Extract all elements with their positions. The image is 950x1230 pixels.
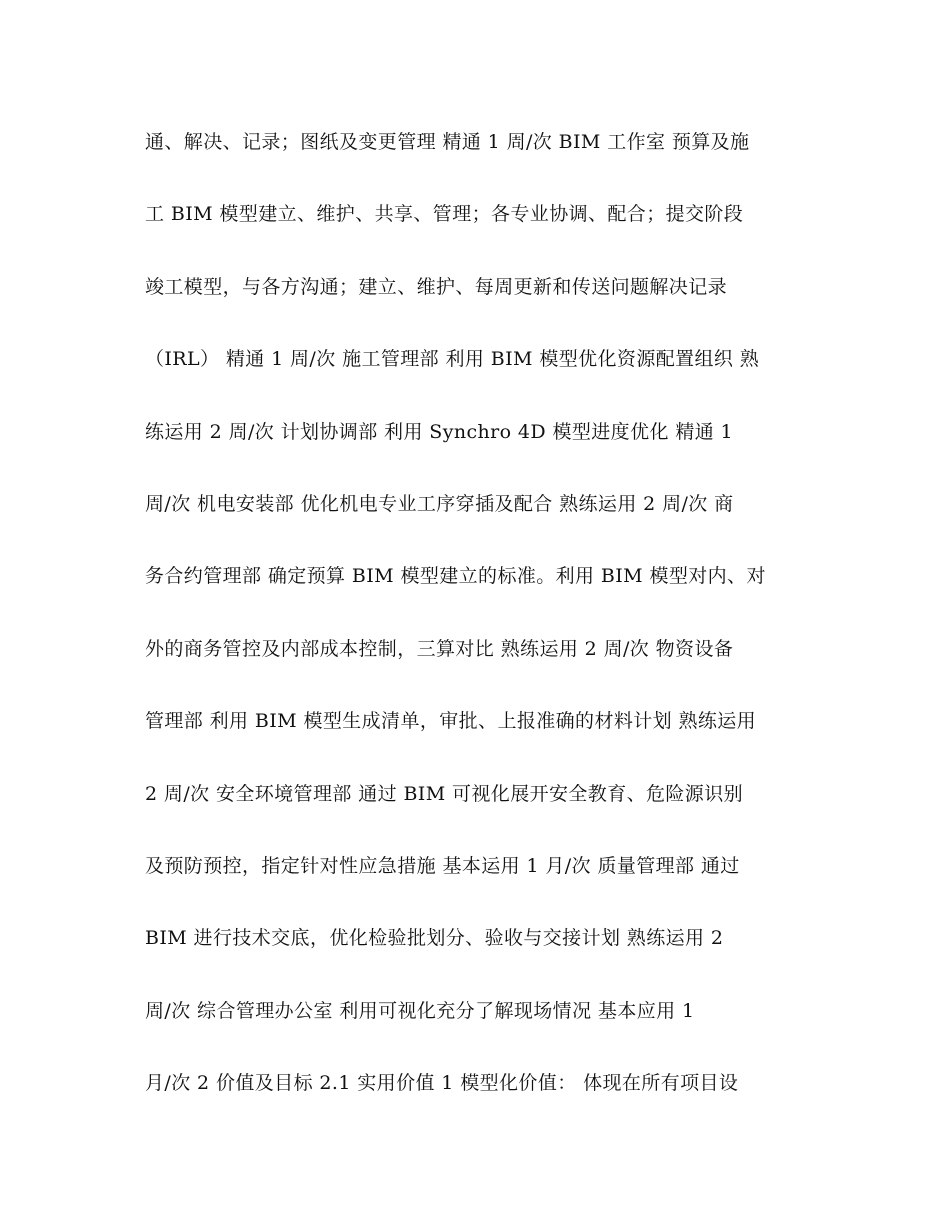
text-line: 竣工模型，与各方沟通；建立、维护、每周更新和传送问题解决记录 — [145, 275, 728, 298]
text-line: BIM 进行技术交底，优化检验批划分、验收与交接计划 熟练运用 2 — [145, 927, 724, 950]
body-text — [145, 124, 810, 1137]
text-line: 周/次 机电安装部 优化机电专业工序穿插及配合 熟练运用 2 周/次 商 — [145, 492, 734, 515]
text-line: 通、解决、记录；图纸及变更管理 精通 1 周/次 BIM 工作室 预算及施 — [145, 131, 750, 153]
text-line: 及预防预控，指定针对性应急措施 基本运用 1 月/次 质量管理部 通过 — [145, 854, 740, 877]
text-line: 周/次 综合管理办公室 利用可视化充分了解现场情况 基本应用 1 — [145, 999, 695, 1022]
text-line: 外的商务管控及内部成本控制，三算对比 熟练运用 2 周/次 物资设备 — [145, 637, 734, 660]
text-line: 管理部 利用 BIM 模型生成清单，审批、上报准确的材料计划 熟练运用 — [145, 710, 757, 733]
text-line: 练运用 2 周/次 计划协调部 利用 Synchro 4D 模型进度优化 精通 1 — [145, 420, 734, 443]
text-line: 工 BIM 模型建立、维护、共享、管理；各专业协调、配合；提交阶段 — [145, 203, 744, 226]
text-line: 2 周/次 安全环境管理部 通过 BIM 可视化展开安全教育、危险源识别 — [145, 782, 744, 805]
text-line: 月/次 2 价值及目标 2.1 实用价值 1 模型化价值： 体现在所有项目设 — [145, 1072, 739, 1095]
text-line: （IRL） 精通 1 周/次 施工管理部 利用 BIM 模型优化资源配置组织 熟 — [145, 348, 760, 371]
text-line: 务合约管理部 确定预算 BIM 模型建立的标准。利用 BIM 模型对内、对 — [145, 565, 766, 588]
